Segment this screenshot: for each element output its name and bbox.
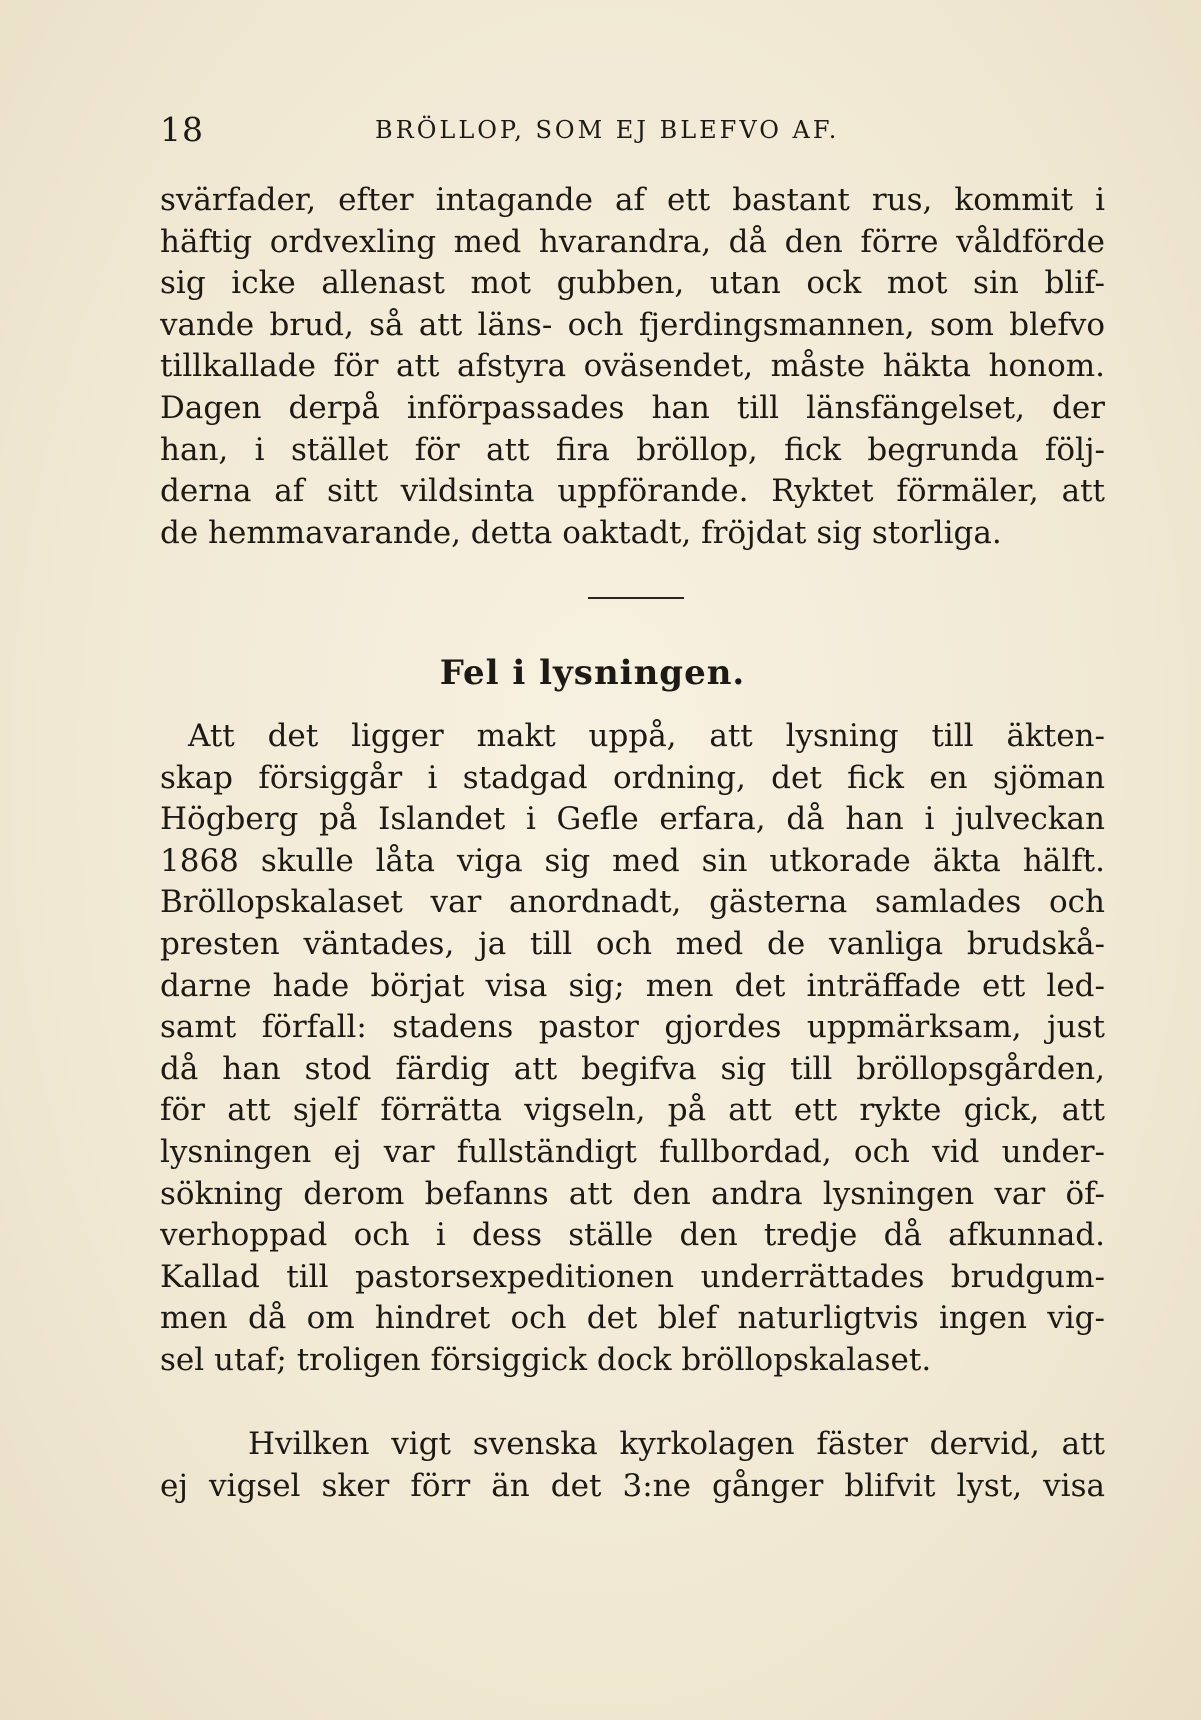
text-line: Dagen derpå införpassades han till länsfängelset, der	[160, 389, 1105, 426]
paragraph-1	[160, 180, 1105, 554]
text-line: Hvilken vigt svenska kyrkolagen fäster dervid, att	[248, 1426, 1105, 1462]
text-line: de hemmavarande, detta oaktadt, fröjdat sig storliga.	[160, 514, 1002, 551]
text-line: för att sjelf förrätta vigseln, på att ett rykte gick, att	[160, 1092, 1105, 1129]
section-title	[0, 653, 1201, 693]
text-line: då han stod färdig att begifva sig till bröllopsgården,	[160, 1050, 1105, 1087]
page-header	[160, 110, 1060, 150]
text-line: skap försiggår i stadgad ordning, det fick en sjöman	[160, 759, 1105, 796]
text-line: verhoppad och i dess ställe den tredje då afkunnad.	[160, 1217, 1105, 1254]
text-line: ej vigsel sker förr än det 3:ne gånger blifvit lyst, visa	[160, 1467, 1105, 1504]
text-line: sel utaf; troligen försiggick dock bröllopskalaset.	[160, 1341, 932, 1378]
section-divider	[588, 597, 684, 599]
text-line: Bröllopskalaset var anordnadt, gästerna samlades och	[160, 884, 1105, 921]
text-line: 1868 skulle låta viga sig med sin utkorade äkta hälft.	[160, 842, 1105, 879]
text-line: sökning derom befanns att den andra lysningen var öf-	[160, 1175, 1105, 1212]
text-line: samt förfall: stadens pastor gjordes uppmärksam, just	[160, 1009, 1105, 1046]
text-line: men då om hindret och det blef naturligtvis ingen vig-	[160, 1300, 1105, 1337]
text-line: darne hade börjat visa sig; men det inträffade ett led-	[160, 967, 1105, 1004]
page-number: 18	[160, 110, 204, 149]
paragraph-2	[160, 716, 1105, 1382]
text-line: derna af sitt vildsinta uppförande. Ryktet förmäler, att	[160, 473, 1105, 510]
running-title: BRÖLLOP, SOM EJ BLEFVO AF.	[375, 116, 840, 144]
text-line: häftig ordvexling med hvarandra, då den förre våldförde	[160, 223, 1105, 260]
text-line: sig icke allenast mot gubben, utan ock mot sin blif-	[160, 265, 1105, 302]
text-line: han, i stället för att fira bröllop, fick begrunda följ-	[160, 431, 1105, 468]
paragraph-3	[160, 1424, 1105, 1507]
text-line: vande brud, så att läns- och fjerdingsmannen, som blefvo	[160, 306, 1105, 343]
text-line: svärfader, efter intagande af ett bastant rus, kommit i	[160, 182, 1105, 218]
text-line: tillkallade för att afstyra oväsendet, måste häkta honom.	[160, 348, 1105, 385]
text-line: Kallad till pastorsexpeditionen underrättades brudgum-	[160, 1258, 1105, 1295]
text-line: Högberg på Islandet i Gefle erfara, då han i julveckan	[160, 801, 1105, 838]
text-line: presten väntades, ja till och med de vanliga brudskå-	[160, 925, 1105, 962]
text-line: Att det ligger makt uppå, att lysning till äkten-	[188, 718, 1105, 754]
text-line: lysningen ej var fullständigt fullbordad, och vid under-	[160, 1133, 1105, 1170]
section-title-text: Fel i lysningen.	[439, 653, 746, 693]
